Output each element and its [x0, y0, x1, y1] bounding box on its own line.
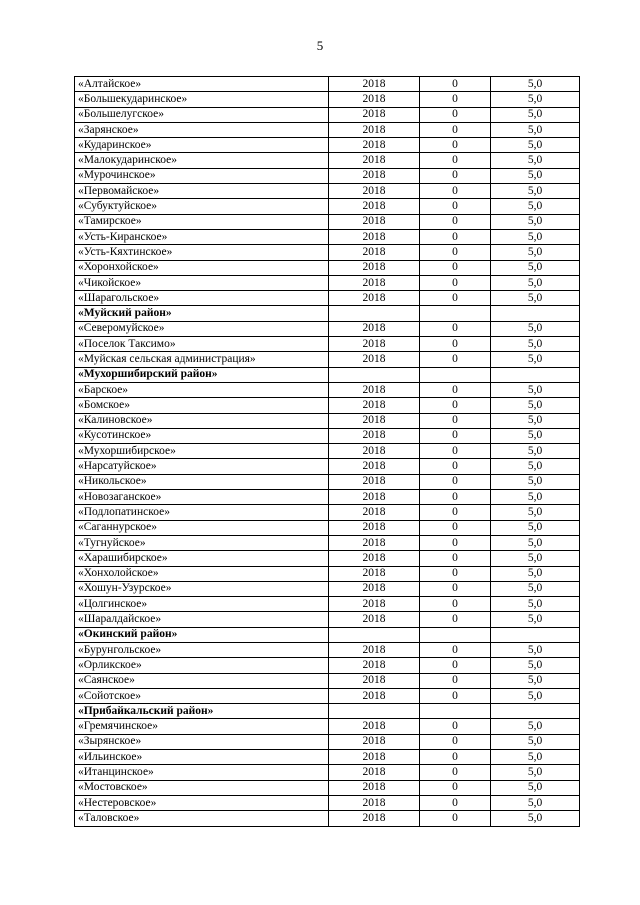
zero-value-cell: [420, 306, 491, 321]
table-row: [75, 734, 580, 749]
table-row: [75, 245, 580, 260]
rate-value-cell: 5,0: [491, 520, 580, 535]
settlement-name-cell: «Орликское»: [75, 658, 329, 673]
table-row: [75, 229, 580, 244]
settlement-name-cell: «Зарянское»: [75, 122, 329, 137]
year-cell: 2018: [329, 642, 420, 657]
zero-value-cell: 0: [420, 77, 491, 92]
rate-value-cell: 5,0: [491, 597, 580, 612]
year-cell: 2018: [329, 474, 420, 489]
year-cell: 2018: [329, 321, 420, 336]
year-cell: 2018: [329, 535, 420, 550]
table-row: [75, 92, 580, 107]
settlement-name-cell: «Ильинское»: [75, 750, 329, 765]
rate-value-cell: [491, 704, 580, 719]
settlement-name-cell: «Хошун-Узурское»: [75, 581, 329, 596]
table-row: [75, 612, 580, 627]
rate-value-cell: 5,0: [491, 474, 580, 489]
rate-value-cell: 5,0: [491, 168, 580, 183]
table-row: [75, 138, 580, 153]
rate-value-cell: 5,0: [491, 214, 580, 229]
rate-value-cell: 5,0: [491, 122, 580, 137]
year-cell: 2018: [329, 719, 420, 734]
zero-value-cell: 0: [420, 291, 491, 306]
year-cell: 2018: [329, 275, 420, 290]
year-cell: 2018: [329, 612, 420, 627]
district-name-cell: «Окинский район»: [75, 627, 329, 642]
rate-value-cell: 5,0: [491, 321, 580, 336]
settlement-name-cell: «Нестеровское»: [75, 795, 329, 810]
zero-value-cell: [420, 627, 491, 642]
table-row: [75, 184, 580, 199]
rate-value-cell: 5,0: [491, 199, 580, 214]
rate-value-cell: 5,0: [491, 612, 580, 627]
table-row: [75, 214, 580, 229]
zero-value-cell: 0: [420, 153, 491, 168]
zero-value-cell: 0: [420, 184, 491, 199]
rate-value-cell: 5,0: [491, 275, 580, 290]
rate-value-cell: 5,0: [491, 245, 580, 260]
zero-value-cell: 0: [420, 795, 491, 810]
table-row: [75, 291, 580, 306]
year-cell: 2018: [329, 734, 420, 749]
table-row: [75, 459, 580, 474]
table-row: [75, 122, 580, 137]
zero-value-cell: 0: [420, 490, 491, 505]
year-cell: 2018: [329, 122, 420, 137]
settlement-name-cell: «Шарагольское»: [75, 291, 329, 306]
table-row: [75, 398, 580, 413]
table-row: [75, 199, 580, 214]
rate-value-cell: 5,0: [491, 260, 580, 275]
year-cell: 2018: [329, 199, 420, 214]
zero-value-cell: 0: [420, 658, 491, 673]
zero-value-cell: 0: [420, 474, 491, 489]
zero-value-cell: 0: [420, 719, 491, 734]
settlement-name-cell: «Хонхолойское»: [75, 566, 329, 581]
table-row: [75, 795, 580, 810]
zero-value-cell: 0: [420, 229, 491, 244]
year-cell: 2018: [329, 780, 420, 795]
settlement-name-cell: «Чикойское»: [75, 275, 329, 290]
year-cell: 2018: [329, 658, 420, 673]
table-row: [75, 505, 580, 520]
table-row: [75, 275, 580, 290]
year-cell: 2018: [329, 398, 420, 413]
year-cell: 2018: [329, 505, 420, 520]
rate-value-cell: 5,0: [491, 444, 580, 459]
rate-value-cell: 5,0: [491, 490, 580, 505]
settlement-name-cell: «Подлопатинское»: [75, 505, 329, 520]
settlement-name-cell: «Усть-Кяхтинское»: [75, 245, 329, 260]
settlement-name-cell: «Малокударинское»: [75, 153, 329, 168]
table-row: [75, 780, 580, 795]
district-name-cell: «Муйский район»: [75, 306, 329, 321]
zero-value-cell: 0: [420, 505, 491, 520]
year-cell: 2018: [329, 459, 420, 474]
rate-value-cell: 5,0: [491, 673, 580, 688]
settlement-name-cell: «Харашибирское»: [75, 551, 329, 566]
settlement-name-cell: «Алтайское»: [75, 77, 329, 92]
rate-value-cell: 5,0: [491, 229, 580, 244]
year-cell: [329, 704, 420, 719]
settlement-name-cell: «Кударинское»: [75, 138, 329, 153]
zero-value-cell: 0: [420, 352, 491, 367]
zero-value-cell: 0: [420, 260, 491, 275]
zero-value-cell: 0: [420, 750, 491, 765]
rate-value-cell: 5,0: [491, 642, 580, 657]
zero-value-cell: 0: [420, 413, 491, 428]
rate-value-cell: 5,0: [491, 352, 580, 367]
rate-value-cell: [491, 306, 580, 321]
settlement-name-cell: «Хоронхойское»: [75, 260, 329, 275]
zero-value-cell: 0: [420, 597, 491, 612]
rate-value-cell: 5,0: [491, 811, 580, 826]
rate-value-cell: 5,0: [491, 413, 580, 428]
zero-value-cell: 0: [420, 688, 491, 703]
settlement-name-cell: «Первомайское»: [75, 184, 329, 199]
rate-value-cell: 5,0: [491, 184, 580, 199]
rate-value-cell: 5,0: [491, 750, 580, 765]
year-cell: 2018: [329, 811, 420, 826]
settlement-name-cell: «Новозаганское»: [75, 490, 329, 505]
rate-value-cell: 5,0: [491, 428, 580, 443]
district-header-row: [75, 627, 580, 642]
page-number: 5: [316, 38, 324, 53]
table-row: [75, 750, 580, 765]
rate-value-cell: 5,0: [491, 795, 580, 810]
rate-value-cell: [491, 627, 580, 642]
year-cell: 2018: [329, 581, 420, 596]
rate-value-cell: 5,0: [491, 566, 580, 581]
table-row: [75, 474, 580, 489]
settlement-name-cell: «Бурунгольское»: [75, 642, 329, 657]
year-cell: 2018: [329, 138, 420, 153]
zero-value-cell: 0: [420, 92, 491, 107]
district-header-row: [75, 704, 580, 719]
year-cell: 2018: [329, 413, 420, 428]
settlement-name-cell: «Кусотинское»: [75, 428, 329, 443]
rate-value-cell: 5,0: [491, 780, 580, 795]
settlement-name-cell: «Барское»: [75, 382, 329, 397]
table-row: [75, 811, 580, 826]
year-cell: 2018: [329, 153, 420, 168]
district-name-cell: «Мухоршибирский район»: [75, 367, 329, 382]
table-row: [75, 551, 580, 566]
table-row: [75, 168, 580, 183]
table-row: [75, 673, 580, 688]
zero-value-cell: 0: [420, 520, 491, 535]
year-cell: 2018: [329, 92, 420, 107]
table-row: [75, 107, 580, 122]
zero-value-cell: 0: [420, 642, 491, 657]
settlement-name-cell: «Калиновское»: [75, 413, 329, 428]
zero-value-cell: 0: [420, 214, 491, 229]
zero-value-cell: 0: [420, 535, 491, 550]
rate-value-cell: 5,0: [491, 398, 580, 413]
zero-value-cell: 0: [420, 275, 491, 290]
zero-value-cell: 0: [420, 444, 491, 459]
settlement-name-cell: «Большекударинское»: [75, 92, 329, 107]
table-row: [75, 153, 580, 168]
table-row: [75, 719, 580, 734]
year-cell: 2018: [329, 245, 420, 260]
rates-table: [74, 76, 580, 827]
district-name-cell: «Прибайкальский район»: [75, 704, 329, 719]
zero-value-cell: 0: [420, 566, 491, 581]
zero-value-cell: 0: [420, 765, 491, 780]
settlement-name-cell: «Никольское»: [75, 474, 329, 489]
table-row: [75, 337, 580, 352]
district-header-row: [75, 367, 580, 382]
settlement-name-cell: «Северомуйское»: [75, 321, 329, 336]
settlement-name-cell: «Поселок Таксимо»: [75, 337, 329, 352]
settlement-name-cell: «Муйская сельская администрация»: [75, 352, 329, 367]
table-row: [75, 260, 580, 275]
rate-value-cell: 5,0: [491, 92, 580, 107]
year-cell: 2018: [329, 184, 420, 199]
settlement-name-cell: «Усть-Киранское»: [75, 229, 329, 244]
settlement-name-cell: «Мостовское»: [75, 780, 329, 795]
year-cell: 2018: [329, 229, 420, 244]
year-cell: 2018: [329, 382, 420, 397]
rate-value-cell: 5,0: [491, 658, 580, 673]
table-row: [75, 566, 580, 581]
zero-value-cell: 0: [420, 780, 491, 795]
rate-value-cell: 5,0: [491, 551, 580, 566]
year-cell: 2018: [329, 352, 420, 367]
rate-value-cell: 5,0: [491, 765, 580, 780]
settlement-name-cell: «Нарсатуйское»: [75, 459, 329, 474]
settlement-name-cell: «Субуктуйское»: [75, 199, 329, 214]
settlement-name-cell: «Шаралдайское»: [75, 612, 329, 627]
table-row: [75, 444, 580, 459]
year-cell: 2018: [329, 107, 420, 122]
zero-value-cell: 0: [420, 245, 491, 260]
settlement-name-cell: «Цолгинское»: [75, 597, 329, 612]
settlement-name-cell: «Мухоршибирское»: [75, 444, 329, 459]
settlement-name-cell: «Таловское»: [75, 811, 329, 826]
settlement-name-cell: «Итанцинское»: [75, 765, 329, 780]
rate-value-cell: 5,0: [491, 535, 580, 550]
zero-value-cell: 0: [420, 673, 491, 688]
year-cell: [329, 306, 420, 321]
table-row: [75, 490, 580, 505]
rate-value-cell: 5,0: [491, 107, 580, 122]
table-row: [75, 321, 580, 336]
year-cell: 2018: [329, 520, 420, 535]
year-cell: 2018: [329, 795, 420, 810]
year-cell: 2018: [329, 688, 420, 703]
table-row: [75, 688, 580, 703]
table-row: [75, 658, 580, 673]
year-cell: 2018: [329, 566, 420, 581]
rate-value-cell: 5,0: [491, 153, 580, 168]
year-cell: 2018: [329, 490, 420, 505]
settlement-name-cell: «Гремячинское»: [75, 719, 329, 734]
settlement-name-cell: «Мурочинское»: [75, 168, 329, 183]
zero-value-cell: 0: [420, 382, 491, 397]
settlement-name-cell: «Бомское»: [75, 398, 329, 413]
zero-value-cell: 0: [420, 168, 491, 183]
settlement-name-cell: «Тугнуйское»: [75, 535, 329, 550]
table-row: [75, 520, 580, 535]
year-cell: 2018: [329, 428, 420, 443]
table-row: [75, 77, 580, 92]
year-cell: 2018: [329, 673, 420, 688]
rate-value-cell: 5,0: [491, 337, 580, 352]
year-cell: 2018: [329, 765, 420, 780]
table-row: [75, 352, 580, 367]
table-row: [75, 413, 580, 428]
rate-value-cell: 5,0: [491, 77, 580, 92]
zero-value-cell: 0: [420, 337, 491, 352]
rate-value-cell: 5,0: [491, 581, 580, 596]
zero-value-cell: 0: [420, 398, 491, 413]
zero-value-cell: 0: [420, 138, 491, 153]
year-cell: [329, 627, 420, 642]
settlement-name-cell: «Сойотское»: [75, 688, 329, 703]
year-cell: 2018: [329, 260, 420, 275]
rates-table-body: [75, 77, 580, 827]
zero-value-cell: 0: [420, 612, 491, 627]
year-cell: 2018: [329, 551, 420, 566]
year-cell: 2018: [329, 337, 420, 352]
rate-value-cell: 5,0: [491, 719, 580, 734]
table-row: [75, 642, 580, 657]
year-cell: 2018: [329, 168, 420, 183]
zero-value-cell: 0: [420, 581, 491, 596]
rate-value-cell: [491, 367, 580, 382]
zero-value-cell: 0: [420, 551, 491, 566]
zero-value-cell: 0: [420, 459, 491, 474]
year-cell: 2018: [329, 214, 420, 229]
zero-value-cell: [420, 367, 491, 382]
year-cell: 2018: [329, 77, 420, 92]
table-row: [75, 382, 580, 397]
table-row: [75, 765, 580, 780]
settlement-name-cell: «Саганнурское»: [75, 520, 329, 535]
year-cell: 2018: [329, 444, 420, 459]
rate-value-cell: 5,0: [491, 734, 580, 749]
zero-value-cell: 0: [420, 734, 491, 749]
settlement-name-cell: «Большелугское»: [75, 107, 329, 122]
rate-value-cell: 5,0: [491, 138, 580, 153]
rate-value-cell: 5,0: [491, 382, 580, 397]
year-cell: [329, 367, 420, 382]
table-row: [75, 597, 580, 612]
zero-value-cell: 0: [420, 199, 491, 214]
table-row: [75, 428, 580, 443]
zero-value-cell: 0: [420, 122, 491, 137]
year-cell: 2018: [329, 750, 420, 765]
zero-value-cell: 0: [420, 811, 491, 826]
year-cell: 2018: [329, 597, 420, 612]
year-cell: 2018: [329, 291, 420, 306]
district-header-row: [75, 306, 580, 321]
rate-value-cell: 5,0: [491, 505, 580, 520]
rate-value-cell: 5,0: [491, 459, 580, 474]
zero-value-cell: 0: [420, 428, 491, 443]
zero-value-cell: 0: [420, 321, 491, 336]
zero-value-cell: 0: [420, 107, 491, 122]
table-row: [75, 581, 580, 596]
zero-value-cell: [420, 704, 491, 719]
rate-value-cell: 5,0: [491, 291, 580, 306]
settlement-name-cell: «Саянское»: [75, 673, 329, 688]
settlement-name-cell: «Тамирское»: [75, 214, 329, 229]
table-row: [75, 535, 580, 550]
rate-value-cell: 5,0: [491, 688, 580, 703]
settlement-name-cell: «Зырянское»: [75, 734, 329, 749]
